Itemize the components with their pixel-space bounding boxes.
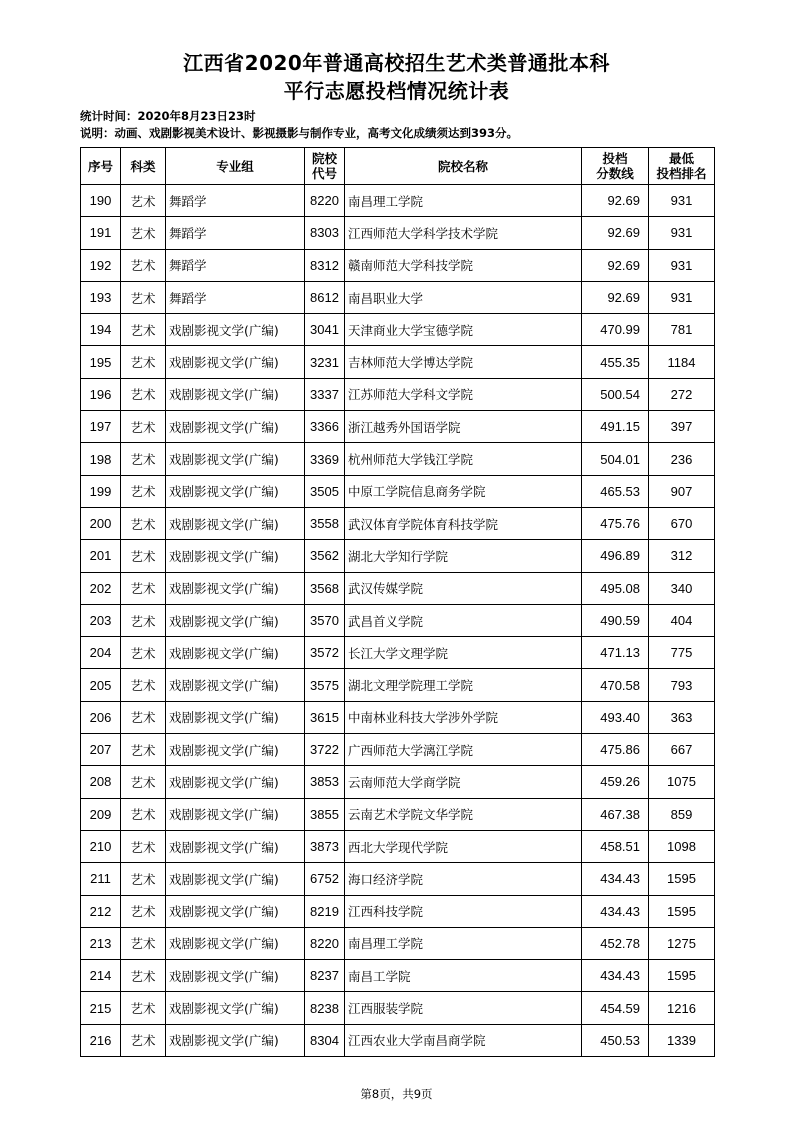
cell-school-name: 江西服装学院 <box>345 992 582 1024</box>
cell-major-group: 戏剧影视文学(广编) <box>166 346 305 378</box>
cell-score: 452.78 <box>582 927 649 959</box>
cell-rank: 1098 <box>649 830 715 862</box>
cell-category: 艺术 <box>121 960 166 992</box>
cell-score: 475.76 <box>582 507 649 539</box>
cell-seq: 202 <box>81 572 121 604</box>
table-row <box>81 637 715 669</box>
cell-score: 495.08 <box>582 572 649 604</box>
cell-score: 491.15 <box>582 411 649 443</box>
cell-seq: 205 <box>81 669 121 701</box>
cell-category: 艺术 <box>121 992 166 1024</box>
cell-school-code: 8303 <box>305 217 345 249</box>
cell-school-name: 江西农业大学南昌商学院 <box>345 1024 582 1056</box>
header-category: 科类 <box>121 148 166 185</box>
cell-rank: 859 <box>649 798 715 830</box>
header-rank: 最低 投档排名 <box>649 148 715 185</box>
cell-school-code: 8312 <box>305 249 345 281</box>
table-row <box>81 992 715 1024</box>
table-row <box>81 830 715 862</box>
cell-seq: 192 <box>81 249 121 281</box>
cell-score: 504.01 <box>582 443 649 475</box>
cell-category: 艺术 <box>121 766 166 798</box>
cell-seq: 203 <box>81 604 121 636</box>
table-row <box>81 378 715 410</box>
cell-major-group: 戏剧影视文学(广编) <box>166 411 305 443</box>
cell-seq: 214 <box>81 960 121 992</box>
cell-major-group: 戏剧影视文学(广编) <box>166 314 305 346</box>
cell-major-group: 舞蹈学 <box>166 185 305 217</box>
cell-school-code: 3722 <box>305 734 345 766</box>
header-seq: 序号 <box>81 148 121 185</box>
cell-score: 471.13 <box>582 637 649 669</box>
cell-category: 艺术 <box>121 249 166 281</box>
cell-rank: 907 <box>649 475 715 507</box>
header-major-group: 专业组 <box>166 148 305 185</box>
table-body <box>81 185 715 1057</box>
cell-school-name: 天津商业大学宝德学院 <box>345 314 582 346</box>
table-row <box>81 411 715 443</box>
cell-category: 艺术 <box>121 411 166 443</box>
cell-seq: 193 <box>81 281 121 313</box>
table-row <box>81 604 715 636</box>
cell-category: 艺术 <box>121 378 166 410</box>
cell-school-name: 吉林师范大学博达学院 <box>345 346 582 378</box>
cell-major-group: 戏剧影视文学(广编) <box>166 572 305 604</box>
cell-school-name: 赣南师范大学科技学院 <box>345 249 582 281</box>
header-score: 投档 分数线 <box>582 148 649 185</box>
cell-school-code: 3337 <box>305 378 345 410</box>
cell-score: 490.59 <box>582 604 649 636</box>
header-school-code: 院校 代号 <box>305 148 345 185</box>
cell-seq: 198 <box>81 443 121 475</box>
cell-school-code: 8219 <box>305 895 345 927</box>
cell-category: 艺术 <box>121 798 166 830</box>
cell-major-group: 戏剧影视文学(广编) <box>166 701 305 733</box>
cell-school-name: 武昌首义学院 <box>345 604 582 636</box>
cell-seq: 207 <box>81 734 121 766</box>
cell-school-name: 西北大学现代学院 <box>345 830 582 862</box>
cell-category: 艺术 <box>121 830 166 862</box>
cell-score: 470.58 <box>582 669 649 701</box>
cell-major-group: 戏剧影视文学(广编) <box>166 992 305 1024</box>
cell-major-group: 戏剧影视文学(广编) <box>166 637 305 669</box>
cell-seq: 190 <box>81 185 121 217</box>
cell-school-name: 浙江越秀外国语学院 <box>345 411 582 443</box>
cell-school-name: 中原工学院信息商务学院 <box>345 475 582 507</box>
cell-school-name: 云南艺术学院文华学院 <box>345 798 582 830</box>
cell-seq: 204 <box>81 637 121 669</box>
cell-major-group: 戏剧影视文学(广编) <box>166 475 305 507</box>
table-row <box>81 443 715 475</box>
cell-seq: 199 <box>81 475 121 507</box>
cell-school-code: 8220 <box>305 927 345 959</box>
cell-category: 艺术 <box>121 314 166 346</box>
cell-category: 艺术 <box>121 217 166 249</box>
cell-category: 艺术 <box>121 346 166 378</box>
note: 说明：动画、戏剧影视美术设计、影视摄影与制作专业，高考文化成绩须达到393分。 <box>80 126 519 140</box>
cell-school-name: 南昌职业大学 <box>345 281 582 313</box>
cell-school-code: 3369 <box>305 443 345 475</box>
table-row <box>81 766 715 798</box>
cell-major-group: 戏剧影视文学(广编) <box>166 927 305 959</box>
table-row <box>81 1024 715 1056</box>
cell-category: 艺术 <box>121 863 166 895</box>
cell-rank: 931 <box>649 185 715 217</box>
table-row <box>81 314 715 346</box>
cell-score: 500.54 <box>582 378 649 410</box>
cell-score: 434.43 <box>582 895 649 927</box>
cell-score: 496.89 <box>582 540 649 572</box>
cell-seq: 213 <box>81 927 121 959</box>
cell-school-code: 3041 <box>305 314 345 346</box>
header-school-name: 院校名称 <box>345 148 582 185</box>
cell-category: 艺术 <box>121 443 166 475</box>
cell-category: 艺术 <box>121 1024 166 1056</box>
cell-school-name: 江西科技学院 <box>345 895 582 927</box>
cell-seq: 196 <box>81 378 121 410</box>
cell-major-group: 戏剧影视文学(广编) <box>166 798 305 830</box>
cell-school-name: 湖北文理学院理工学院 <box>345 669 582 701</box>
cell-rank: 667 <box>649 734 715 766</box>
table-row <box>81 960 715 992</box>
cell-school-name: 杭州师范大学钱江学院 <box>345 443 582 475</box>
cell-school-code: 3853 <box>305 766 345 798</box>
cell-rank: 397 <box>649 411 715 443</box>
cell-school-name: 南昌理工学院 <box>345 185 582 217</box>
cell-rank: 1075 <box>649 766 715 798</box>
cell-major-group: 戏剧影视文学(广编) <box>166 830 305 862</box>
cell-score: 434.43 <box>582 863 649 895</box>
cell-category: 艺术 <box>121 895 166 927</box>
cell-rank: 1595 <box>649 863 715 895</box>
cell-category: 艺术 <box>121 734 166 766</box>
table-row <box>81 346 715 378</box>
cell-rank: 931 <box>649 249 715 281</box>
cell-school-name: 南昌理工学院 <box>345 927 582 959</box>
cell-seq: 208 <box>81 766 121 798</box>
cell-school-name: 武汉传媒学院 <box>345 572 582 604</box>
cell-school-name: 中南林业科技大学涉外学院 <box>345 701 582 733</box>
table-row <box>81 927 715 959</box>
cell-school-code: 8238 <box>305 992 345 1024</box>
cell-seq: 209 <box>81 798 121 830</box>
cell-score: 92.69 <box>582 281 649 313</box>
cell-school-name: 长江大学文理学院 <box>345 637 582 669</box>
table-row <box>81 734 715 766</box>
cell-rank: 312 <box>649 540 715 572</box>
cell-school-name: 江西师范大学科学技术学院 <box>345 217 582 249</box>
table-row <box>81 507 715 539</box>
cell-seq: 212 <box>81 895 121 927</box>
cell-rank: 781 <box>649 314 715 346</box>
cell-rank: 404 <box>649 604 715 636</box>
cell-major-group: 戏剧影视文学(广编) <box>166 960 305 992</box>
cell-school-name: 海口经济学院 <box>345 863 582 895</box>
cell-score: 92.69 <box>582 185 649 217</box>
cell-category: 艺术 <box>121 507 166 539</box>
cell-category: 艺术 <box>121 669 166 701</box>
cell-category: 艺术 <box>121 185 166 217</box>
table-header-row <box>81 148 715 185</box>
cell-seq: 200 <box>81 507 121 539</box>
table-row <box>81 475 715 507</box>
cell-rank: 1275 <box>649 927 715 959</box>
page-footer: 第8页，共9页 <box>360 1087 433 1101</box>
cell-major-group: 戏剧影视文学(广编) <box>166 669 305 701</box>
cell-school-code: 3855 <box>305 798 345 830</box>
cell-seq: 206 <box>81 701 121 733</box>
stat-time: 统计时间：2020年8月23日23时 <box>80 109 256 123</box>
cell-school-name: 云南师范大学商学院 <box>345 766 582 798</box>
cell-category: 艺术 <box>121 540 166 572</box>
cell-school-code: 3558 <box>305 507 345 539</box>
cell-seq: 195 <box>81 346 121 378</box>
cell-school-name: 南昌工学院 <box>345 960 582 992</box>
cell-major-group: 戏剧影视文学(广编) <box>166 507 305 539</box>
cell-seq: 211 <box>81 863 121 895</box>
cell-school-name: 湖北大学知行学院 <box>345 540 582 572</box>
cell-major-group: 舞蹈学 <box>166 217 305 249</box>
cell-score: 467.38 <box>582 798 649 830</box>
cell-school-name: 江苏师范大学科文学院 <box>345 378 582 410</box>
cell-rank: 1184 <box>649 346 715 378</box>
table-row <box>81 669 715 701</box>
table-row <box>81 281 715 313</box>
cell-category: 艺术 <box>121 701 166 733</box>
cell-school-code: 3505 <box>305 475 345 507</box>
page-title: 江西省2020年普通高校招生艺术类普通批本科 <box>183 51 610 75</box>
cell-seq: 210 <box>81 830 121 862</box>
cell-school-code: 8612 <box>305 281 345 313</box>
cell-school-code: 3366 <box>305 411 345 443</box>
cell-category: 艺术 <box>121 604 166 636</box>
cell-school-code: 3572 <box>305 637 345 669</box>
cell-rank: 1595 <box>649 895 715 927</box>
cell-seq: 194 <box>81 314 121 346</box>
cell-rank: 931 <box>649 217 715 249</box>
cell-major-group: 戏剧影视文学(广编) <box>166 863 305 895</box>
table-row <box>81 798 715 830</box>
table-row <box>81 863 715 895</box>
cell-rank: 670 <box>649 507 715 539</box>
cell-school-code: 3575 <box>305 669 345 701</box>
cell-rank: 363 <box>649 701 715 733</box>
cell-category: 艺术 <box>121 281 166 313</box>
cell-rank: 236 <box>649 443 715 475</box>
cell-major-group: 舞蹈学 <box>166 281 305 313</box>
cell-score: 92.69 <box>582 249 649 281</box>
cell-major-group: 戏剧影视文学(广编) <box>166 766 305 798</box>
table-row <box>81 217 715 249</box>
cell-rank: 272 <box>649 378 715 410</box>
cell-school-code: 3570 <box>305 604 345 636</box>
cell-score: 458.51 <box>582 830 649 862</box>
cell-school-code: 6752 <box>305 863 345 895</box>
cell-major-group: 戏剧影视文学(广编) <box>166 378 305 410</box>
cell-seq: 197 <box>81 411 121 443</box>
table-row <box>81 701 715 733</box>
table-row <box>81 895 715 927</box>
cell-school-name: 广西师范大学漓江学院 <box>345 734 582 766</box>
cell-score: 454.59 <box>582 992 649 1024</box>
cell-seq: 201 <box>81 540 121 572</box>
cell-major-group: 戏剧影视文学(广编) <box>166 1024 305 1056</box>
cell-school-code: 3873 <box>305 830 345 862</box>
cell-school-code: 3568 <box>305 572 345 604</box>
cell-school-code: 3562 <box>305 540 345 572</box>
cell-rank: 1216 <box>649 992 715 1024</box>
cell-major-group: 舞蹈学 <box>166 249 305 281</box>
cell-school-code: 3615 <box>305 701 345 733</box>
cell-score: 434.43 <box>582 960 649 992</box>
cell-score: 465.53 <box>582 475 649 507</box>
cell-score: 459.26 <box>582 766 649 798</box>
cell-category: 艺术 <box>121 637 166 669</box>
cell-score: 470.99 <box>582 314 649 346</box>
table-row <box>81 540 715 572</box>
cell-rank: 1339 <box>649 1024 715 1056</box>
cell-score: 455.35 <box>582 346 649 378</box>
cell-score: 450.53 <box>582 1024 649 1056</box>
cell-rank: 340 <box>649 572 715 604</box>
cell-score: 92.69 <box>582 217 649 249</box>
cell-seq: 216 <box>81 1024 121 1056</box>
cell-rank: 793 <box>649 669 715 701</box>
cell-score: 493.40 <box>582 701 649 733</box>
cell-rank: 775 <box>649 637 715 669</box>
cell-score: 475.86 <box>582 734 649 766</box>
cell-major-group: 戏剧影视文学(广编) <box>166 443 305 475</box>
table-row <box>81 249 715 281</box>
admission-table <box>80 147 715 1057</box>
page-subtitle: 平行志愿投档情况统计表 <box>283 79 510 103</box>
cell-rank: 931 <box>649 281 715 313</box>
table-row <box>81 185 715 217</box>
cell-major-group: 戏剧影视文学(广编) <box>166 604 305 636</box>
table-row <box>81 572 715 604</box>
cell-seq: 215 <box>81 992 121 1024</box>
cell-major-group: 戏剧影视文学(广编) <box>166 540 305 572</box>
cell-seq: 191 <box>81 217 121 249</box>
cell-category: 艺术 <box>121 572 166 604</box>
cell-rank: 1595 <box>649 960 715 992</box>
cell-school-name: 武汉体育学院体育科技学院 <box>345 507 582 539</box>
cell-school-code: 8237 <box>305 960 345 992</box>
cell-school-code: 8220 <box>305 185 345 217</box>
cell-major-group: 戏剧影视文学(广编) <box>166 734 305 766</box>
cell-category: 艺术 <box>121 475 166 507</box>
cell-major-group: 戏剧影视文学(广编) <box>166 895 305 927</box>
cell-school-code: 8304 <box>305 1024 345 1056</box>
cell-school-code: 3231 <box>305 346 345 378</box>
cell-category: 艺术 <box>121 927 166 959</box>
